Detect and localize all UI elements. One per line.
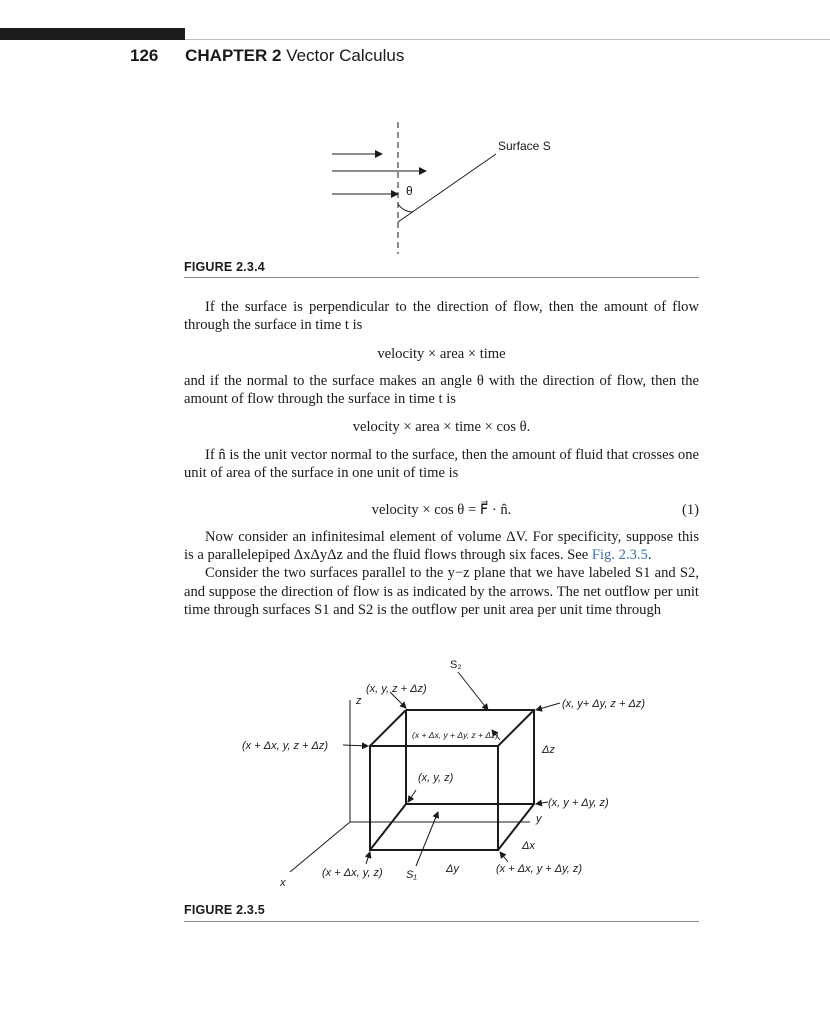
xdx-arrow — [366, 852, 370, 864]
figure-2-3-4-caption: FIGURE 2.3.4 — [184, 260, 265, 274]
box-bottom-left-edge — [370, 804, 406, 850]
xdy-arrow — [536, 802, 548, 804]
label-y-axis: y — [536, 813, 542, 825]
label-dy: Δy — [446, 863, 459, 875]
s2-arrow — [458, 672, 488, 710]
label-xdxdy: (x + Δx, y + Δy, z) — [496, 863, 583, 875]
figure-2-3-5-link[interactable]: Fig. 2.3.5 — [591, 546, 648, 563]
body-text — [184, 298, 699, 619]
xyz-arrow — [408, 790, 416, 802]
label-xdx: (x + Δx, y, z) — [322, 867, 383, 879]
label-x-axis: x — [280, 877, 286, 889]
paragraph-4-text: Now consider an infinitesimal element of volume ΔV. For specificity, suppose this is a parallelepiped ΔxΔyΔz and the fluid flows through six faces. See — [184, 528, 699, 563]
label-z-axis: z — [356, 695, 362, 707]
equation-2: velocity × area × time × cos θ. — [352, 419, 531, 436]
equation-3: velocity × cos θ = F⃗ · n̂. — [371, 502, 512, 519]
label-dz: Δz — [542, 744, 555, 756]
figure-2-3-5-diagram — [230, 650, 650, 895]
chapter-title: Vector Calculus — [286, 46, 405, 65]
label-xdy: (x, y + Δy, z) — [548, 797, 609, 809]
label-inner-top: (x + Δx, y + Δy, z + Δz) — [412, 730, 499, 740]
s1-arrow — [416, 812, 438, 866]
figure-2-3-5-rule — [184, 921, 699, 922]
paragraph-4-end: . — [647, 546, 652, 563]
xdx-dz-arrow — [343, 745, 368, 746]
x-axis — [290, 822, 350, 872]
paragraph-1: If the surface is perpendicular to the direction of flow, then the amount of flow through the surface in time t is — [184, 299, 699, 334]
paragraph-4 — [184, 528, 699, 565]
xdy-dz-arrow — [536, 703, 560, 710]
box-top-right-edge — [498, 710, 534, 746]
figure-2-3-4-rule — [184, 277, 699, 278]
surface-s-label: Surface S — [498, 139, 551, 153]
equation-3-number: (1) — [681, 502, 699, 519]
paragraph-2: and if the normal to the surface makes an angle θ with the direction of flow, then the amount of flow through the surface in time t is — [184, 372, 699, 408]
xdxdy-arrow — [500, 852, 508, 862]
header-bar — [0, 28, 185, 40]
paragraph-3: If n̂ is the unit vector normal to the surface, then the amount of fluid that crosses one unit of area of the surface in one unit of time is — [184, 446, 699, 482]
equation-3-row — [184, 501, 699, 519]
label-xyz: (x, y, z) — [418, 772, 454, 784]
running-header — [130, 46, 404, 66]
angle-arc — [398, 204, 413, 212]
label-xyz-dz: (x, y, z + Δz) — [366, 683, 427, 695]
page-number: 126 — [130, 46, 159, 65]
paragraph-5: Consider the two surfaces parallel to the y−z plane that we have labeled S1 and S2, and suppose the direction of flow is as indicated by the arrows. The net outflow per unit time through surfaces S1 and S2 is the outflow per unit area per unit time through — [184, 565, 699, 618]
box-top-left-edge — [370, 710, 406, 746]
angle-theta-label: θ — [406, 184, 413, 198]
equation-1: velocity × area × time — [377, 345, 506, 362]
label-dx: Δx — [522, 840, 535, 852]
label-s1: S₁ — [406, 869, 417, 881]
box-front-face — [370, 746, 498, 850]
label-xdx-dz: (x + Δx, y, z + Δz) — [242, 740, 329, 752]
figure-2-3-4-diagram — [320, 118, 580, 258]
chapter-label: CHAPTER 2 — [185, 46, 282, 65]
label-s2: S₂ — [450, 659, 462, 671]
label-xdy-dz: (x, y+ Δy, z + Δz) — [562, 698, 646, 710]
figure-2-3-5-caption: FIGURE 2.3.5 — [184, 903, 265, 917]
